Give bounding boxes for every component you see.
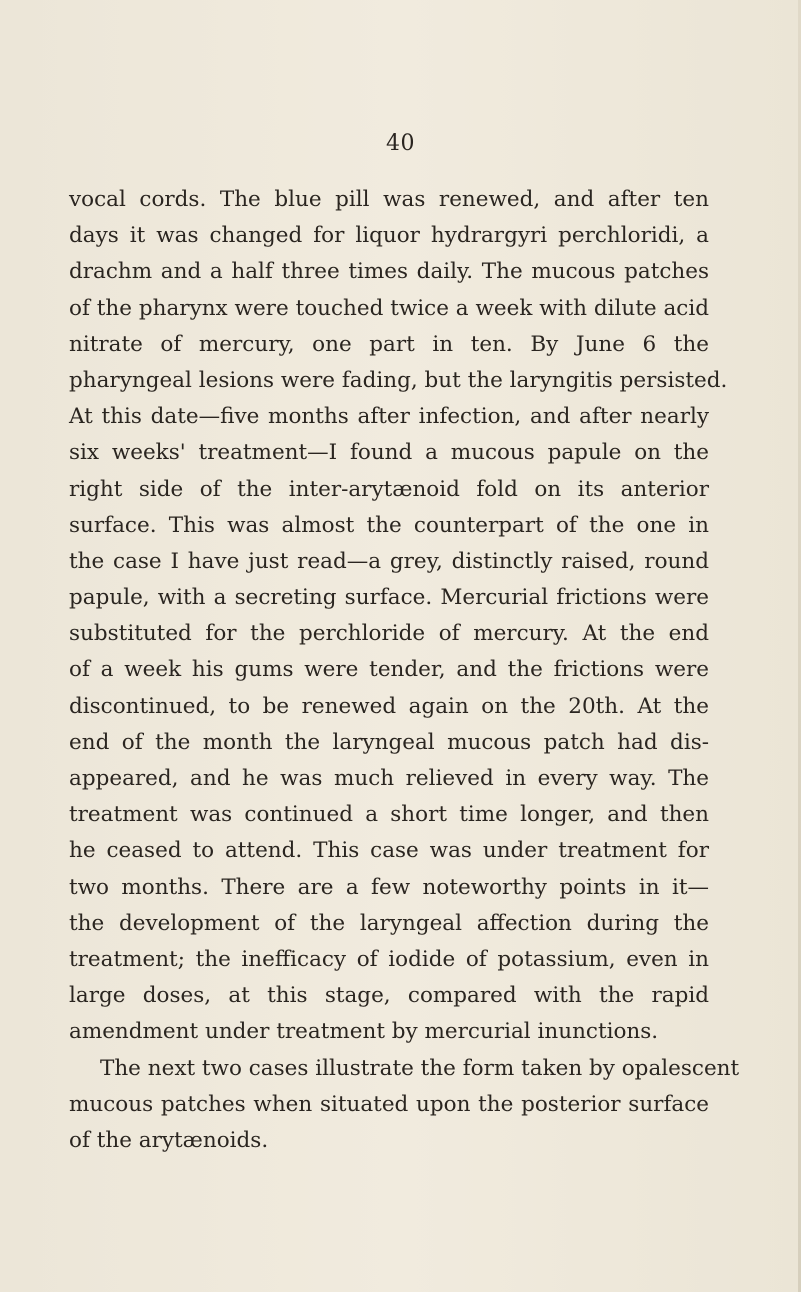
- page-number: 40: [386, 131, 415, 156]
- text-line: large doses, at this stage, compared with the rapid: [69, 983, 709, 1009]
- text-line: right side of the inter-arytænoid fold on its anterior: [69, 476, 709, 502]
- text-line: discontinued, to be renewed again on the 20th. At the: [69, 693, 709, 719]
- text-line: he ceased to attend. This case was under treatment for: [69, 838, 709, 864]
- text-line: vocal cords. The blue pill was renewed, and after ten: [69, 187, 709, 212]
- text-line: substituted for the perchloride of mercury. At the end: [69, 621, 709, 647]
- text-line: appeared, and he was much relieved in every way. The: [69, 766, 709, 791]
- body-text: [69, 182, 740, 1159]
- text-line: treatment; the inefficacy of iodide of potassium, even in: [69, 946, 709, 972]
- text-line: mucous patches when situated upon the posterior surface: [69, 1091, 709, 1117]
- text-line: treatment was continued a short time longer, and then: [69, 802, 709, 828]
- text-line: of a week his gums were tender, and the frictions were: [69, 657, 709, 683]
- text-line: amendment under treatment by mercurial inunctions.: [69, 1019, 659, 1045]
- text-line: nitrate of mercury, one part in ten. By June 6 the: [69, 331, 709, 357]
- text-line: The next two cases illustrate the form taken by opalescent: [100, 1055, 740, 1081]
- text-line: surface. This was almost the counterpart of the one in: [69, 512, 709, 538]
- text-line: of the pharynx were touched twice a week with dilute acid: [69, 295, 709, 321]
- text-line: end of the month the laryngeal mucous patch had dis-: [69, 729, 709, 755]
- text-line: At this date—five months after infection, and after nearly: [69, 404, 709, 430]
- text-line: drachm and a half three times daily. The mucous patches: [69, 259, 709, 285]
- text-line: two months. There are a few noteworthy points in it—: [69, 874, 709, 900]
- text-line: of the arytænoids.: [69, 1127, 269, 1153]
- text-line: pharyngeal lesions were fading, but the laryngitis persisted.: [69, 367, 728, 393]
- text-line: the development of the laryngeal affection during the: [69, 910, 709, 936]
- text-line: days it was changed for liquor hydrargyri perchloridi, a: [69, 223, 709, 249]
- text-line: the case I have just read—a grey, distinctly raised, round: [69, 548, 709, 574]
- text-line: six weeks' treatment—I found a mucous papule on the: [69, 440, 709, 466]
- text-line: papule, with a secreting surface. Mercurial frictions were: [69, 585, 709, 611]
